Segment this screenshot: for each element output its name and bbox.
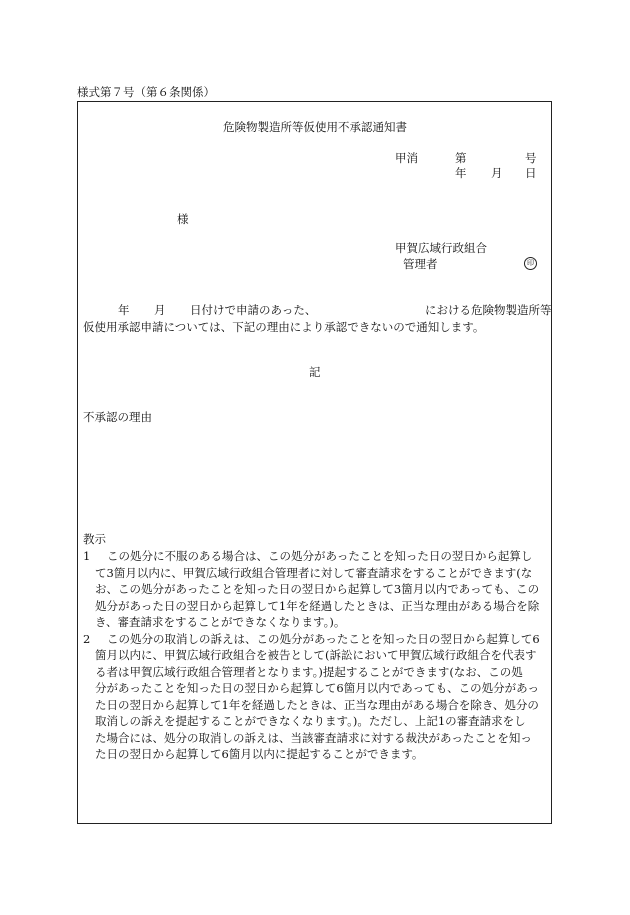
notice-item bbox=[83, 548, 553, 631]
notice-line: この処分に不服のある場合は、この処分があったことを知った日の翌日から起算し bbox=[107, 549, 533, 563]
form-label: 様式第７号（第６条関係） bbox=[77, 85, 215, 99]
addressee-suffix: 様 bbox=[177, 212, 189, 226]
body-location-text: における危険物製造所等 bbox=[425, 303, 552, 317]
document-title: 危険物製造所等仮使用不承認通知書 bbox=[223, 120, 407, 134]
reason-label: 不承認の理由 bbox=[83, 410, 152, 424]
notice-line: この処分の取消しの訴えは、この処分があったことを知った日の翌日から起算して6 bbox=[107, 631, 540, 646]
body-line-2: 仮使用承認申請については、下記の理由により承認できないので通知します。 bbox=[83, 320, 485, 334]
body-year: 年 bbox=[118, 303, 130, 317]
date-month: 月 bbox=[491, 166, 503, 180]
number-dai: 第 bbox=[455, 151, 467, 165]
body-date-text: 日付けで申請のあった、 bbox=[190, 303, 317, 317]
notice-line: た日の翌日から起算して6箇月以内に提起することができます。 bbox=[95, 747, 424, 761]
notice-line: て3箇月以内に、甲賀広域行政組合管理者に対して審査請求をすることができます(な bbox=[95, 565, 533, 580]
notice-line: る者は甲賀広域行政組合管理者となります。)提起することができます(なお、この処 bbox=[95, 664, 523, 679]
notice-heading: 教示 bbox=[83, 532, 106, 546]
date-day: 日 bbox=[525, 166, 537, 180]
notice-line: た場合には、処分の取消しの訴えは、当該審査請求に対する裁決があったことを知っ bbox=[95, 730, 532, 745]
notice-line: き、審査請求をすることができなくなります。)。 bbox=[95, 615, 346, 629]
number-prefix: 甲消 bbox=[395, 151, 418, 165]
notice-line: 取消しの訴えを提起することができなくなります。)。ただし、上記1の審査請求をし bbox=[95, 714, 526, 728]
issuer-title: 管理者 bbox=[403, 257, 438, 271]
notice-item bbox=[83, 631, 553, 763]
notice-line: た日の翌日から起算して1年を経過したときは、正当な理由がある場合を除き、処分の bbox=[95, 697, 539, 712]
issuer-org: 甲賀広域行政組合 bbox=[395, 241, 487, 255]
notice-line: 処分があった日の翌日から起算して1年を経過したときは、正当な理由がある場合を除 bbox=[95, 598, 540, 613]
ki-heading: 記 bbox=[309, 365, 321, 379]
notice-line: 箇月以内に、甲賀広域行政組合を被告として(訴訟において甲賀広域行政組合を代表す bbox=[95, 648, 537, 662]
notice-item-number: 1 bbox=[83, 549, 91, 563]
seal-mark: 印 bbox=[524, 257, 537, 270]
notice-list bbox=[83, 548, 553, 763]
number-go: 号 bbox=[525, 151, 537, 165]
notice-line: お、この処分があったことを知った日の翌日から起算して3箇月以内であっても、この bbox=[95, 582, 540, 596]
notice-line: 分があったことを知った日の翌日から起算して6箇月以内であっても、この処分があっ bbox=[95, 681, 539, 695]
date-year: 年 bbox=[455, 166, 467, 180]
body-month: 月 bbox=[154, 303, 166, 317]
notice-item-number: 2 bbox=[83, 631, 91, 646]
